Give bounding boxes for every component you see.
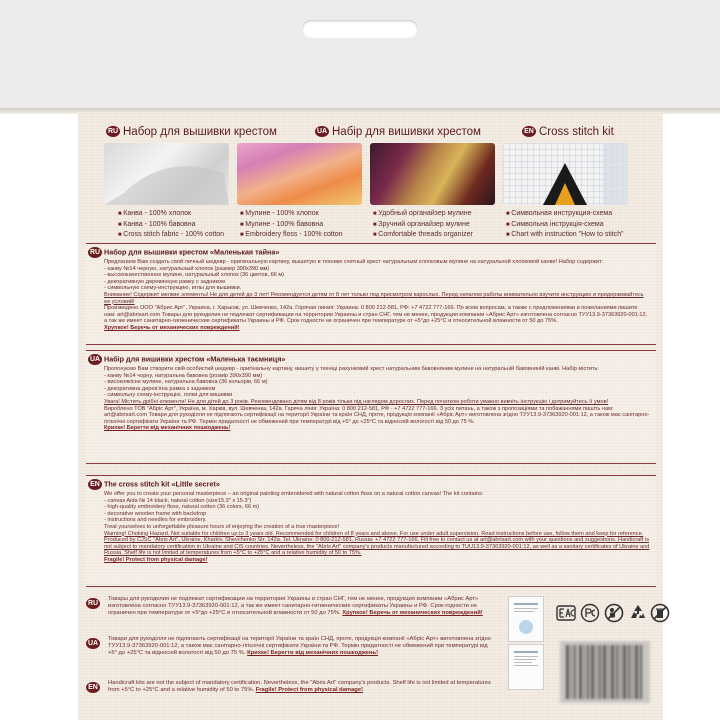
description-line: - високоякісне мулине, натуральна бавовна (36 кольорів, 66 м) — [104, 379, 268, 386]
description-line: - канву №14 чорну, натуральна бавовна (розмір 390х390 мм) — [104, 372, 263, 379]
photo-threads-organizer — [370, 143, 495, 205]
description-line: - canvas Aida № 14 black, natural cotton (size15.3" x 15.3") — [104, 497, 252, 504]
description-line: - декоративна дерев'яна рамка з задником — [104, 385, 216, 392]
bullet-item: ■ Удобный органайзер мулине — [373, 209, 503, 220]
producer-text: Произведено ООО "Абрис Арт", Украина, г. Харьков, ул. Шевченко, 142а. Горячая линия: Украина: 0 800 212-581, РФ: +7 4722 777-166. По всем вопросам, а также с предложениями и пожеланиями пишите нам: art@abrisart.com Товары для рукоделия не подлежат сертификации на территории Украины и стран СНГ, тем не менее, продукция компании «Абрис Арт» изготовлена согласно ТУУ13.9-37363920-001:12, а так же имеет санитарно-гигиенические сертификаты Украины и РФ. Срок годности не ограничен при температуре от +5°до +25°С и относительной влажности от 50 до 75%. — [104, 305, 648, 325]
description-line: Предлагаем Вам создать свой личный шедевр - оригинальную картину, вышитую в технике счетный крест натуральным хлопковым мулине на натуральной хлопковой канве! Набор содержит: — [104, 259, 604, 265]
pct-mark-icon — [580, 603, 600, 623]
fragile-text: Fragile! Protect from physical damage! — [104, 556, 208, 563]
bullet-item: ■ Символьна інструкція-схема — [506, 220, 636, 231]
footnote-text: Товары для рукоделия не подлежат сертификации на территории Украины и стран СНГ, тем не менее, продукция компании «Абрис Арт» изготовлена согласно ТУУ13.9-37363920-001:12, а так же имеет санитарно-гигиенические сертификаты Украины и РФ. Срок годности не ограничен при температуре от +5°до +25°С и относительной влажности от 50 до 75%. — [108, 596, 479, 616]
bullet-item: ■ Зручний органайзер мулине — [373, 220, 503, 231]
bullet-item: ■ Канва - 100% хлопок — [118, 209, 248, 220]
section-header-en — [522, 123, 614, 141]
photo-canvas-fabric — [104, 143, 229, 205]
description-line: We offer you to create your personal masterpiece – an original painting embroidered with natural cotton floss on a natural cotton canvas! The kit contains: — [104, 491, 484, 497]
description-line: Treat yourselves to unforgettable pleasure hours of enjoying the creation of a true masterpiece! — [104, 523, 340, 530]
eac-mark-icon — [556, 603, 576, 623]
section-title-ru: Набор для вышивки крестом — [123, 125, 277, 138]
warning-text: Увага! Містить дрібні елементи! Не для дітей до 3 років. Рекомендовано дітям від 8 років тільки під наглядом дорослих. Перед початком роботи уважно вивчіть інструкцію і дотримуйтесь її умов! — [104, 398, 609, 405]
photo-embroidery-floss — [237, 143, 362, 205]
description-line: - instructions and needles for embroidery. — [104, 517, 207, 524]
no-children-icon — [604, 603, 624, 623]
description-line: - декоративную деревянную рамку с задником — [104, 278, 225, 285]
description-title-ua: Набір для вишивки хрестом «Маленька таємниця» — [104, 354, 286, 364]
hang-hole — [302, 20, 418, 38]
bullet-item: ■ Канва - 100% бавовна — [118, 220, 248, 231]
description-line: - decorative wooden frame with backdrop — [104, 510, 207, 517]
description-line: - символьную схему-инструкцию, иглы для вышивки. — [104, 285, 242, 292]
lang-badge-ua: UA — [89, 356, 101, 363]
fragile-text: Крихке! Берегти від механічних пошкоджень! — [247, 650, 379, 656]
section-title-en: Cross stitch kit — [539, 125, 614, 138]
warning-text: Warning! Choking Hazard. Not suitable for children up to 3 years old. Recommended for children of 8 years and above. For use under adult supervision. Read instructions before use, follow them and keep for reference. — [104, 530, 644, 537]
certificate-thumbnail — [508, 596, 544, 642]
bullets-organizer — [373, 209, 503, 241]
hang-tab — [0, 0, 720, 112]
footnote-text: Handicraft kits are not the subject of mandatory certification. Nevertheless, the "Abris Art" company's products. Shelf life is not limited at temperatures from +5°C to +25°C and a relative humidity of 50 to 75%. — [108, 680, 491, 693]
lang-badge-ru: RU — [107, 128, 119, 136]
description-title-en: The cross stitch kit «Little secret» — [104, 479, 220, 489]
lang-badge-ua: UA — [87, 640, 99, 647]
section-header-ua — [315, 123, 481, 141]
fragile-text: Хрупкое! Беречь от механических повреждений! — [104, 324, 240, 331]
recycle-icon — [628, 603, 648, 623]
description-line: - символьну схему-інструкцію, голки для вишивки — [104, 392, 233, 399]
bullet-item: ■ Символьная инструкция-схема — [506, 209, 636, 220]
lang-badge-en: EN — [86, 682, 100, 693]
lang-badge-ru: RU — [87, 600, 99, 607]
description-title-ru: Набор для вышивки крестом «Маленькая тайна» — [104, 247, 280, 257]
description-en — [86, 475, 656, 587]
bullet-item: ■ Мулине - 100% бавовна — [240, 220, 370, 231]
no-litter-icon — [650, 603, 670, 623]
section-header-ru — [106, 123, 277, 141]
fragile-text: Хрупкое! Беречь от механических повреждений! — [342, 610, 483, 616]
bullet-item: ■ Comfortable threads organizer — [373, 230, 503, 241]
barcode — [560, 641, 650, 703]
description-line: - высококачественное мулине, натуральный хлопок (36 цветов, 66 м) — [104, 272, 285, 279]
footnote-ua — [86, 636, 496, 657]
lang-badge-ua: UA — [316, 128, 328, 136]
footnote-ru — [86, 596, 496, 617]
footnote-en — [86, 680, 496, 694]
bullets-floss — [240, 209, 370, 241]
lang-badge-ru: RU — [89, 249, 101, 256]
description-line: Пропонуємо Вам створити свій особистий шедевр - оригінальну картину, вишиту у техніці рахунковий хрест натуральним бавовняним мулине на натуральній бавовняній канві. Набір містить: — [104, 366, 599, 372]
lang-badge-en: EN — [522, 126, 536, 137]
fragile-text: Крихке! Берегти від механічних пошкоджень! — [104, 425, 231, 432]
certificate-thumbnail — [508, 644, 544, 690]
bullets-fabric — [118, 209, 248, 241]
bullet-item: ■ Cross stitch fabric - 100% cotton — [118, 230, 248, 241]
section-title-ua: Набір для вишивки хрестом — [332, 125, 481, 138]
producer-text: Вироблено ТОВ "Абріс Арт", Україна, м. Харків, вул. Шевченка, 142а. Гаряча лінія: Україна: 0 800 212-581, РФ - +7 4722 777-166. З усіх питань, а також з пропозиціями та побажаннями пишіть нам: art@abrisart.com Товари для рукоділля не підлягають сертифікації на території України та країн СНД, проте, продукція компанії «Абріс Арт» виготовлена згідно ТУУ13.9-37363920-001:12, а також має санітарно-гігієнічні сертифікати України та РФ. Термін придатності не обмежений при температурі від +5° до +25°С та відносній вологості від 50 до 75 %. — [104, 405, 650, 425]
lang-badge-en: EN — [88, 479, 102, 490]
footnote-text: Товари для рукоділля не підлягають сертифікації на території України та країн СНД, проте, продукція компанії «Абріс Арт» виготовлена згідно ТУУ13.9-37363920-001:12, а також має санітарно-гігієнічні сертифікати України та РФ. Термін придатності не обмежений при температурі від +5° до +25°С та відносній вологості від 50 до 75 %. — [108, 636, 491, 656]
warning-text: Внимание! Содержит мелкие элементы! Не для детей до 3 лет! Рекомендуется детям от 8 лет только под присмотром взрослых. Перед началом работы внимательно изучите инструкцию и придерживайтесь ее условий! — [104, 291, 644, 305]
bullet-item: ■ Embroidery floss - 100% cotton — [240, 230, 370, 241]
description-line: - high-quality embroidery floss, natural cotton (36 colors, 66 m) — [104, 504, 260, 511]
description-line: - канву №14 черную, натуральный хлопок (размер 390х390 мм) — [104, 265, 270, 272]
bullet-item: ■ Мулине - 100% хлопок — [240, 209, 370, 220]
description-ru — [86, 243, 656, 345]
bullets-chart — [506, 209, 636, 241]
description-ua — [86, 350, 656, 464]
photo-chart-instruction — [503, 143, 628, 205]
fragile-text: Fragile! Protect from physical damage! — [255, 687, 364, 693]
producer-text: Produced by CJSC "Abris Art", Ukraine, Kharkiv, Shevchenko Str. 142a. Tel. Ukraine: 0 800-212-581, Russia: +7 4722 777-166. Fill free to contact us at art@abrisart.com with your questions and suggestions. Handicraft is not subject to mandatory certification in Ukraine and CIS countries. Nevertheless, the "Abris Art" company's products manufactured according to TUU13.9-37363920-001:12, as well as a sanitary certificates of Ukraine and Russia. Shelf life is not limited at temperatures from +5°C to +25°C and a relative humidity of 50 to 75%. — [104, 537, 650, 557]
bullet-item: ■ Chart with instruction "How to stitch" — [506, 230, 636, 241]
